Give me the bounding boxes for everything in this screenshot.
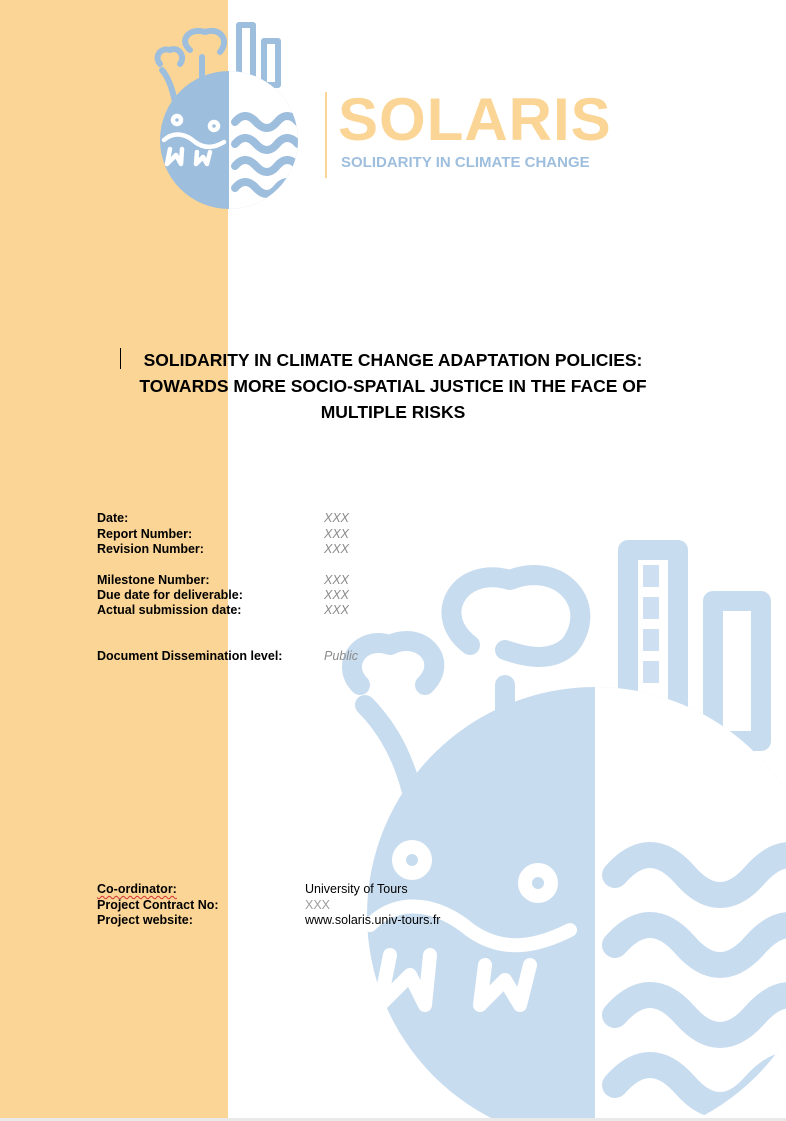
field-value[interactable]: University of Tours [305, 882, 408, 896]
logo-wordmark: SOLARIS [338, 86, 612, 153]
field-label: Milestone Number: [97, 573, 210, 587]
field-value[interactable]: XXX [324, 542, 350, 556]
field-value[interactable]: Public [324, 649, 359, 663]
background-emblem-image [330, 535, 786, 1118]
solaris-logo-emblem [150, 22, 300, 212]
logo-divider [325, 92, 327, 178]
title-line-2: TOWARDS MORE SOCIO-SPATIAL JUSTICE IN THE FACE OF [139, 376, 647, 396]
field-label: Document Dissemination level: [97, 649, 283, 663]
project-website-link[interactable]: www.solaris.univ-tours.fr [305, 913, 441, 927]
field-value[interactable]: XXX [305, 898, 331, 912]
field-value[interactable]: XXX [324, 603, 350, 617]
field-label: Actual submission date: [97, 603, 242, 617]
field-label: Project website: [97, 913, 193, 927]
field-label: Revision Number: [97, 542, 204, 556]
logo-tagline: SOLIDARITY IN CLIMATE CHANGE [341, 154, 590, 171]
title-line-3: MULTIPLE RISKS [320, 402, 466, 422]
field-value[interactable]: XXX [324, 527, 350, 541]
field-label: Report Number: [97, 527, 193, 541]
field-label: Project Contract No: [97, 898, 219, 912]
field-value[interactable]: XXX [324, 573, 350, 587]
title-line-1: SOLIDARITY IN CLIMATE CHANGE ADAPTATION POLICIES: [143, 350, 643, 370]
field-value[interactable]: XXX [324, 588, 350, 602]
field-label: Co-ordinator: [97, 882, 177, 896]
field-label: Date: [97, 511, 129, 525]
field-label: Due date for deliverable: [97, 588, 243, 602]
document-title[interactable] [100, 347, 686, 425]
field-value[interactable]: XXX [324, 511, 350, 525]
